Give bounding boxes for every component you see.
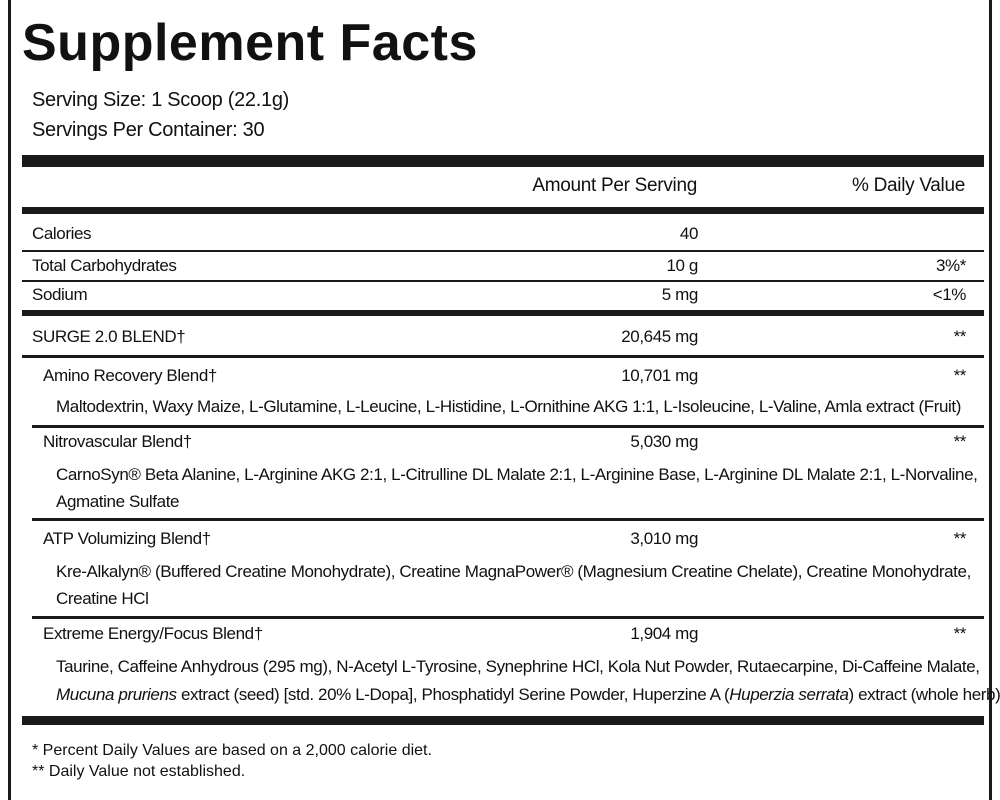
- ingredient-text: ) extract (whole herb): [848, 685, 1000, 704]
- row-divider: [32, 425, 984, 428]
- panel-border-right: [989, 0, 992, 800]
- row-divider: [22, 355, 984, 358]
- botanical-name: Mucuna pruriens: [56, 685, 177, 704]
- ingredient-list: Agmatine Sulfate: [56, 492, 180, 511]
- sub-blend-amount: 1,904 mg: [630, 624, 698, 643]
- sub-blend-name: Extreme Energy/Focus Blend†: [43, 624, 263, 643]
- nutrient-amount: 5 mg: [661, 285, 698, 304]
- nutrient-dv: 3%*: [936, 256, 966, 275]
- medium-divider: [22, 310, 984, 316]
- footnote-not-established: ** Daily Value not established.: [32, 763, 246, 780]
- sub-blend-amount: 10,701 mg: [621, 366, 698, 385]
- nutrient-name: Sodium: [32, 285, 88, 304]
- ingredient-list: [56, 683, 1000, 707]
- medium-divider: [22, 207, 984, 214]
- ingredient-text: extract (seed) [std. 20% L-Dopa], Phosphatidyl Serine Powder, Huperzine A (: [176, 685, 730, 704]
- ingredient-list: Maltodextrin, Waxy Maize, L-Glutamine, L-Leucine, L-Histidine, L-Ornithine AKG 1:1, L-Isoleucine, L-Valine, Amla extract (Fruit): [56, 397, 961, 416]
- ingredient-list: Taurine, Caffeine Anhydrous (295 mg), N-Acetyl L-Tyrosine, Synephrine HCl, Kola Nut Powder, Rutaecarpine, Di-Caffeine Malate,: [56, 657, 980, 676]
- nutrient-name: Total Carbohydrates: [32, 256, 177, 275]
- row-divider: [32, 616, 984, 619]
- blend-amount: 20,645 mg: [621, 327, 698, 346]
- blend-dv: **: [953, 327, 966, 346]
- sub-blend-dv: **: [953, 529, 966, 548]
- sub-blend-name: Amino Recovery Blend†: [43, 366, 217, 385]
- sub-blend-amount: 5,030 mg: [630, 432, 698, 451]
- sub-blend-name: ATP Volumizing Blend†: [43, 529, 211, 548]
- ingredient-list: CarnoSyn® Beta Alanine, L-Arginine AKG 2:1, L-Citrulline DL Malate 2:1, L-Arginine Base, L-Arginine DL Malate 2:1, L-Norvaline,: [56, 465, 978, 484]
- serving-size: Serving Size: 1 Scoop (22.1g): [32, 89, 290, 111]
- ingredient-list: Creatine HCl: [56, 589, 149, 608]
- nutrient-amount: 40: [679, 224, 698, 243]
- blend-name: SURGE 2.0 BLEND†: [32, 327, 186, 346]
- row-divider: [32, 518, 984, 521]
- servings-per-container: Servings Per Container: 30: [32, 119, 265, 141]
- amount-per-serving-header: Amount Per Serving: [532, 175, 697, 196]
- thick-divider: [22, 155, 984, 167]
- sub-blend-dv: **: [953, 432, 966, 451]
- ingredient-list: Kre-Alkalyn® (Buffered Creatine Monohydrate), Creatine MagnaPower® (Magnesium Creatine Chelate), Creatine Monohydrate,: [56, 562, 971, 581]
- footnote-daily-values: * Percent Daily Values are based on a 2,000 calorie diet.: [32, 742, 432, 759]
- nutrient-amount: 10 g: [666, 256, 698, 275]
- thick-divider: [22, 716, 984, 725]
- sub-blend-dv: **: [953, 366, 966, 385]
- panel-border-left: [8, 0, 11, 800]
- daily-value-header: % Daily Value: [852, 175, 965, 196]
- nutrient-dv: <1%: [932, 285, 966, 304]
- row-divider: [22, 280, 984, 282]
- row-divider: [22, 250, 984, 252]
- sub-blend-amount: 3,010 mg: [630, 529, 698, 548]
- nutrient-name: Calories: [32, 224, 92, 243]
- panel-title: Supplement Facts: [22, 14, 478, 72]
- sub-blend-name: Nitrovascular Blend†: [43, 432, 192, 451]
- sub-blend-dv: **: [953, 624, 966, 643]
- botanical-name: Huperzia serrata: [729, 685, 849, 704]
